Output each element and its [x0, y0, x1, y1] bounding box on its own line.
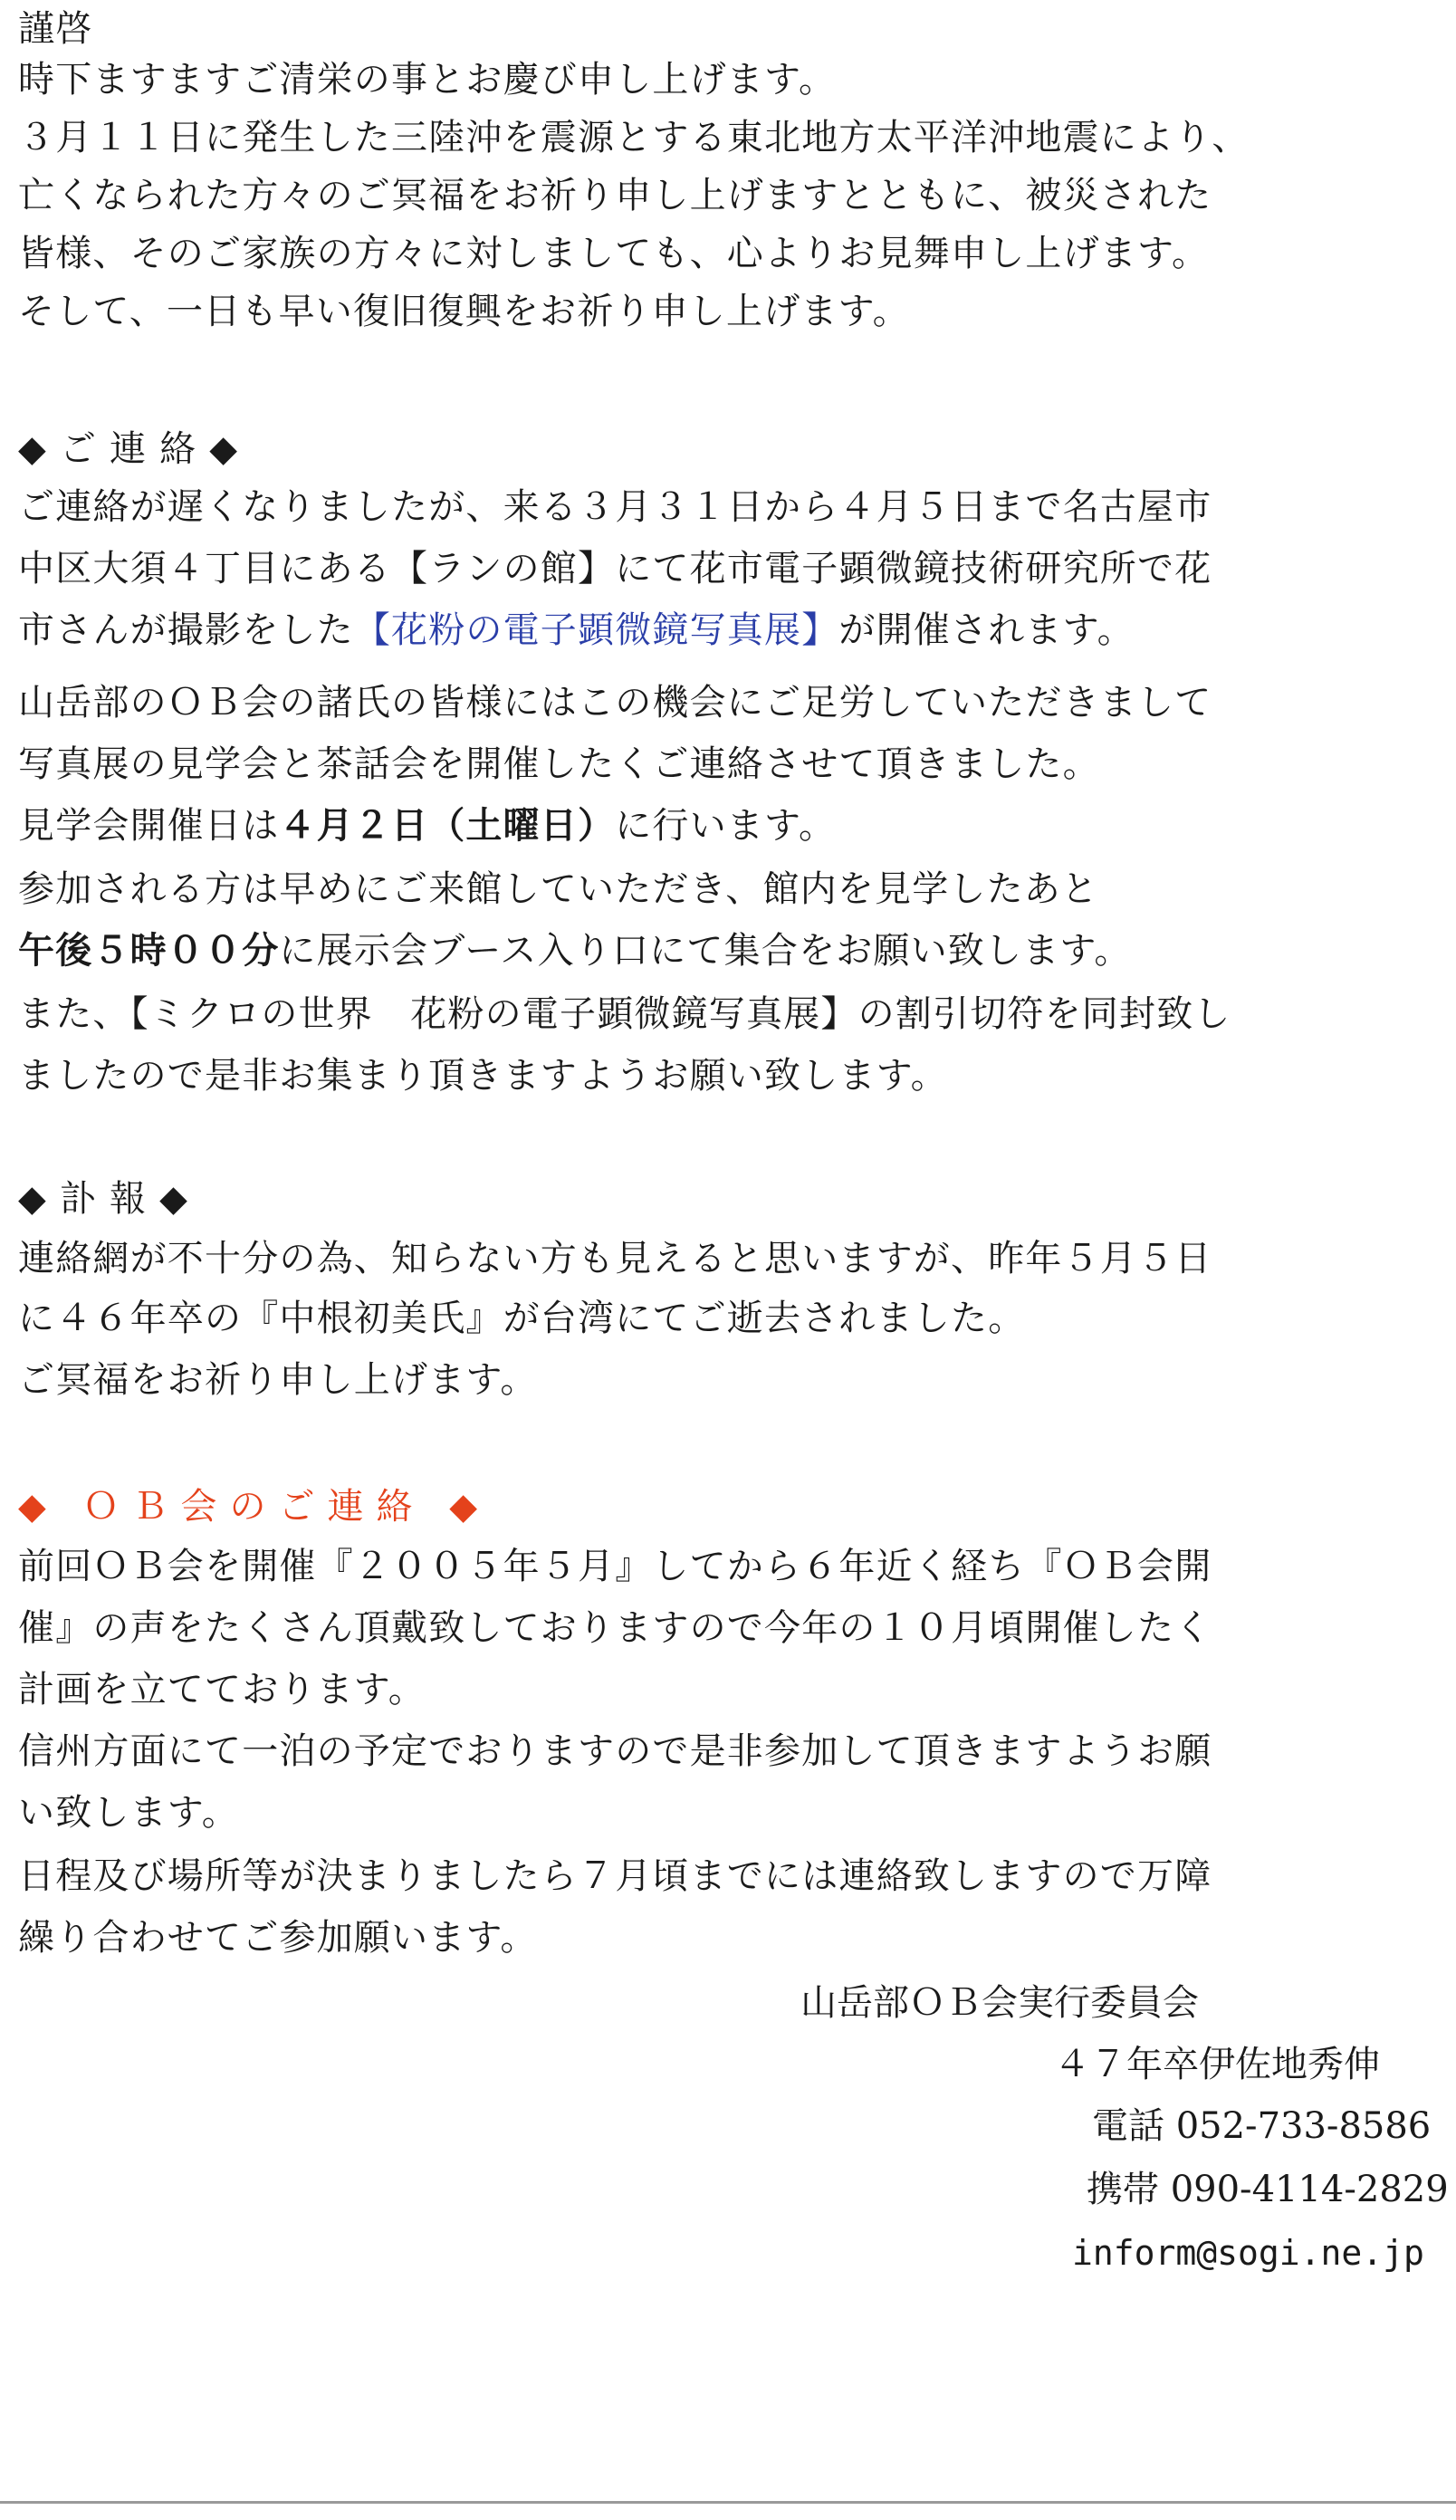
- notice-line-6-post: に行います。: [615, 805, 837, 847]
- intro-line-5: そして、一日も早い復旧復興をお祈り申し上げます。: [18, 291, 910, 332]
- ob-meeting-line-7: 繰り合わせてご参加願います。: [18, 1917, 538, 1959]
- obituary-line-1: 連絡網が不十分の為、知らない方も見えると思いますが、昨年５月５日: [18, 1238, 1212, 1279]
- notice-line-3-pre: 市さんが撮影をした: [18, 609, 354, 651]
- notice-line-1: ご連絡が遅くなりましたが、来る３月３１日から４月５日まで名古屋市: [18, 486, 1212, 528]
- ob-meeting-line-2: 催』の声をたくさん頂戴致しておりますので今年の１０月頃開催したく: [18, 1607, 1212, 1649]
- visit-date: ４月２日（土曜日）: [279, 804, 616, 847]
- ob-meeting-line-1: 前回ＯＢ会を開催『２００５年５月』してから６年近く経ち『ＯＢ会開: [18, 1546, 1212, 1587]
- notice-line-8: [18, 929, 1440, 973]
- notice-line-9: また、【ミクロの世界 花粉の電子顕微鏡写真展】の割引切符を同封致し: [18, 993, 1231, 1035]
- notice-line-6: [18, 804, 1440, 848]
- ob-meeting-line-4: 信州方面にて一泊の予定でおりますので是非参加して頂きますようお願: [18, 1730, 1212, 1772]
- signature-mobile: 携帯 090-4114-2829: [1087, 2169, 1449, 2210]
- notice-line-2: 中区大須４丁目にある【ランの館】にて花市電子顕微鏡技術研究所で花: [18, 548, 1212, 589]
- notice-line-8-post: に展示会ブース入り口にて集合をお願い致します。: [279, 930, 1132, 972]
- meeting-time: 午後５時００分: [18, 929, 280, 972]
- notice-line-5: 写真展の見学会と茶話会を開催したくご連絡させて頂きました。: [18, 743, 1100, 785]
- obituary-line-2: に４６年卒の『中根初美氏』が台湾にてご逝去されました。: [18, 1298, 1026, 1339]
- intro-line-4: 皆様、そのご家族の方々に対しましても、心よりお見舞申し上げます。: [18, 233, 1210, 274]
- notice-line-4: 山岳部のＯＢ会の諸氏の皆様にはこの機会にご足労していただきまして: [18, 682, 1212, 723]
- signature-email: inform@sogi.ne.jp: [1072, 2233, 1424, 2273]
- intro-line-1: 時下ますますご清栄の事とお慶び申し上げます。: [18, 59, 837, 101]
- intro-line-3: 亡くなられた方々のご冥福をお祈り申し上げますとともに、被災された: [18, 175, 1212, 216]
- signature-name: ４７年卒伊佐地秀伸: [1054, 2044, 1380, 2085]
- notice-line-7: 参加される方は早めにご来館していただき、館内を見学したあと: [18, 868, 1099, 910]
- notice-line-3-post: が開催されます。: [838, 609, 1135, 651]
- intro-line-2: ３月１１日に発生した三陸沖を震源とする東北地方太平洋沖地震により、: [18, 117, 1250, 158]
- exhibition-title: 【花粉の電子顕微鏡写真展】: [353, 609, 839, 651]
- obituary-line-3: ご冥福をお祈り申し上げます。: [18, 1359, 538, 1401]
- notice-line-10: ましたので是非お集まり頂きますようお願い致します。: [18, 1055, 948, 1097]
- obituary-heading: ◆ 訃 報 ◆: [18, 1178, 189, 1220]
- ob-meeting-heading: ◆ ＯＢ会のご連絡 ◆: [18, 1486, 490, 1528]
- notice-line-3: [18, 608, 1440, 652]
- ob-meeting-line-3: 計画を立てております。: [18, 1669, 426, 1710]
- ob-meeting-line-5: い致します。: [18, 1792, 239, 1834]
- notice-line-6-pre: 見学会開催日は: [18, 805, 280, 847]
- signature-phone: 電話 052-733-8586: [1092, 2105, 1432, 2147]
- ob-meeting-line-6: 日程及び場所等が決まりましたら７月頃までには連絡致しますので万障: [18, 1855, 1212, 1897]
- signature-committee: 山岳部ＯＢ会実行委員会: [800, 1982, 1199, 2024]
- greeting: 謹啓: [18, 8, 93, 50]
- scan-edge-divider: [0, 2501, 1456, 2504]
- notice-heading: ◆ ご 連 絡 ◆: [18, 428, 239, 470]
